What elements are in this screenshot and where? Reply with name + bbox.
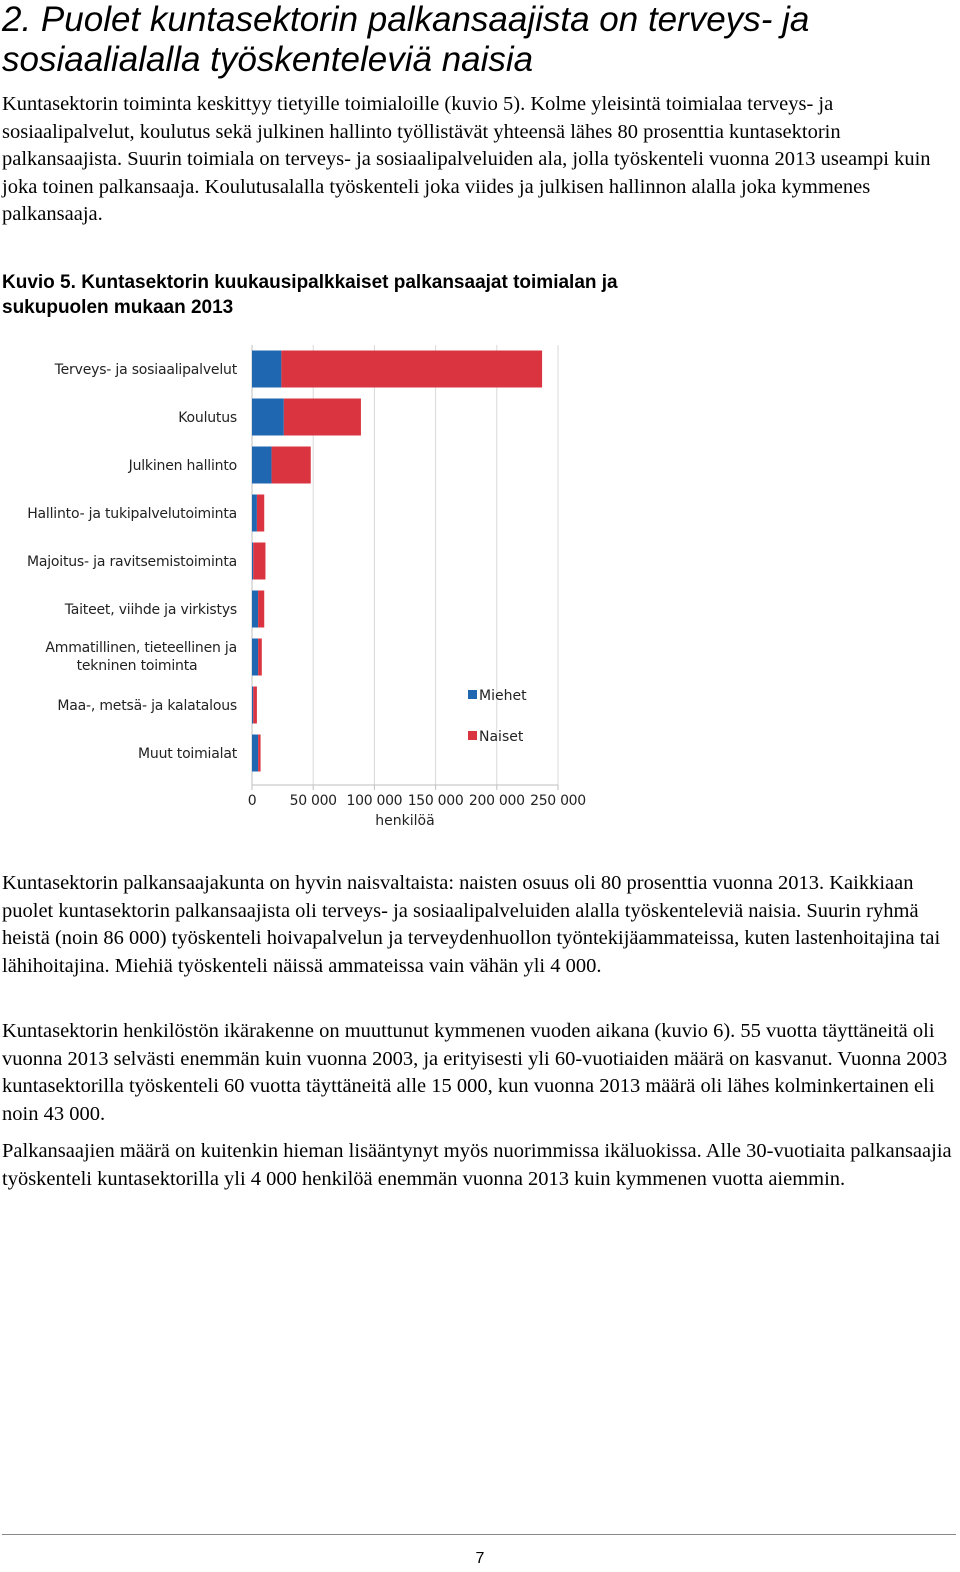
x-tick-label: 150 000 (407, 793, 464, 809)
x-tick-label: 200 000 (468, 793, 525, 809)
legend-label-naiset: Naiset (479, 729, 524, 745)
x-tick-label: 100 000 (346, 793, 403, 809)
bar-miehet (252, 543, 253, 580)
category-label: Koulutus (178, 410, 237, 426)
legend-swatch-naiset (468, 731, 477, 740)
bar-miehet (252, 639, 258, 676)
x-tick-label: 250 000 (530, 793, 586, 809)
bar-naiset (253, 687, 257, 724)
bar-miehet (252, 591, 258, 628)
x-axis-title: henkilöä (375, 813, 435, 829)
page-number: 7 (475, 1550, 485, 1567)
bar-naiset (258, 639, 262, 676)
category-label: Julkinen hallinto (128, 458, 237, 474)
bar-miehet (252, 447, 272, 484)
x-tick-label: 0 (247, 793, 257, 809)
category-label: Taiteet, viihde ja virkistys (64, 602, 237, 618)
x-tick-label: 50 000 (289, 793, 337, 809)
bar-miehet (252, 351, 281, 388)
category-label: Terveys- ja sosiaalipalvelut (54, 362, 237, 378)
figure-title: Kuntasektorin kuukausipalkkaiset palkansaajat toimialan ja sukupuolen mukaan 2013 (2, 272, 618, 318)
bar-naiset (281, 351, 542, 388)
paragraph-gender: Kuntasektorin palkansaajakunta on hyvin naisvaltaista: naisten osuus oli 80 prosenttia vuonna 2013. Kaikkiaan puolet kuntasektorin palkansaajista oli terveys- ja sosiaalipalveluiden alalla työskenteleviä naisia. Suurin ryhmä heistä (noin 86 000) työskenteli hoivapalvelun ja terveydenhuollon työntekijäammateissa, kuten lastenhoitajina tai lähihoitajina. Miehiä työskenteli näissä ammateissa vain vähän yli 4 000. (2, 872, 941, 977)
bar-naiset (272, 447, 311, 484)
bar-miehet (252, 735, 258, 772)
legend-label-miehet: Miehet (479, 688, 527, 704)
category-label: Majoitus- ja ravitsemistoiminta (26, 554, 237, 570)
bar-miehet (252, 399, 284, 436)
figure-label: Kuvio 5. (2, 272, 76, 293)
bar-naiset (284, 399, 361, 436)
figure-caption (2, 270, 702, 320)
footer-divider (2, 1534, 956, 1535)
category-label-line: tekninen toiminta (76, 658, 198, 674)
stacked-bar-chart (0, 330, 620, 840)
paragraph-age-structure: Kuntasektorin henkilöstön ikärakenne on muuttunut kymmenen vuoden aikana (kuvio 6). 55 vuotta täyttäneitä oli vuonna 2013 selvästi enemmän kuin vuonna 2003, ja erityisesti yli 60-vuotiaiden määrä on kasvanut. Vuonna 2003 kuntasektorilla työskenteli 60 vuotta täyttäneitä alle 15 000, kun vuonna 2013 määrä oli lähes kolminkertainen eli noin 43 000. (2, 1020, 948, 1125)
legend-swatch-miehet (468, 690, 477, 699)
category-label: Maa-, metsä- ja kalatalous (57, 698, 237, 714)
section-heading: 2. Puolet kuntasektorin palkansaajista on terveys- ja sosiaalialalla työskenteleviä naisia (2, 0, 810, 79)
category-label: Muut toimialat (138, 746, 237, 762)
bar-miehet (252, 495, 257, 532)
paragraph-young-employees: Palkansaajien määrä on kuitenkin hieman lisääntynyt myös nuorimmissa ikäluokissa. Alle 30-vuotiaita palkansaajia työskenteli kuntasektorilla yli 4 000 henkilöä enemmän vuonna 2013 kuin kymmenen vuotta aiemmin. (2, 1140, 952, 1190)
bar-naiset (253, 543, 265, 580)
category-label: Hallinto- ja tukipalvelutoiminta (27, 506, 237, 522)
bar-naiset (258, 735, 260, 772)
bar-naiset (258, 591, 264, 628)
category-label-line: Ammatillinen, tieteellinen ja (45, 640, 237, 656)
category-label (45, 640, 237, 674)
bar-miehet (252, 687, 253, 724)
bar-naiset (257, 495, 264, 532)
paragraph-intro: Kuntasektorin toiminta keskittyy tietyille toimialoille (kuvio 5). Kolme yleisintä toimialaa terveys- ja sosiaalipalvelut, koulutus sekä julkinen hallinto työllistävät yhteensä lähes 80 prosenttia kuntasektorin palkansaajista. Suurin toimiala on terveys- ja sosiaalipalveluiden ala, jolla työskenteli vuonna 2013 useampi kuin joka toinen palkansaaja. Koulutusalalla työskenteli joka viides ja julkisen hallinnon alalla joka kymmenes palkansaaja. (2, 93, 931, 225)
